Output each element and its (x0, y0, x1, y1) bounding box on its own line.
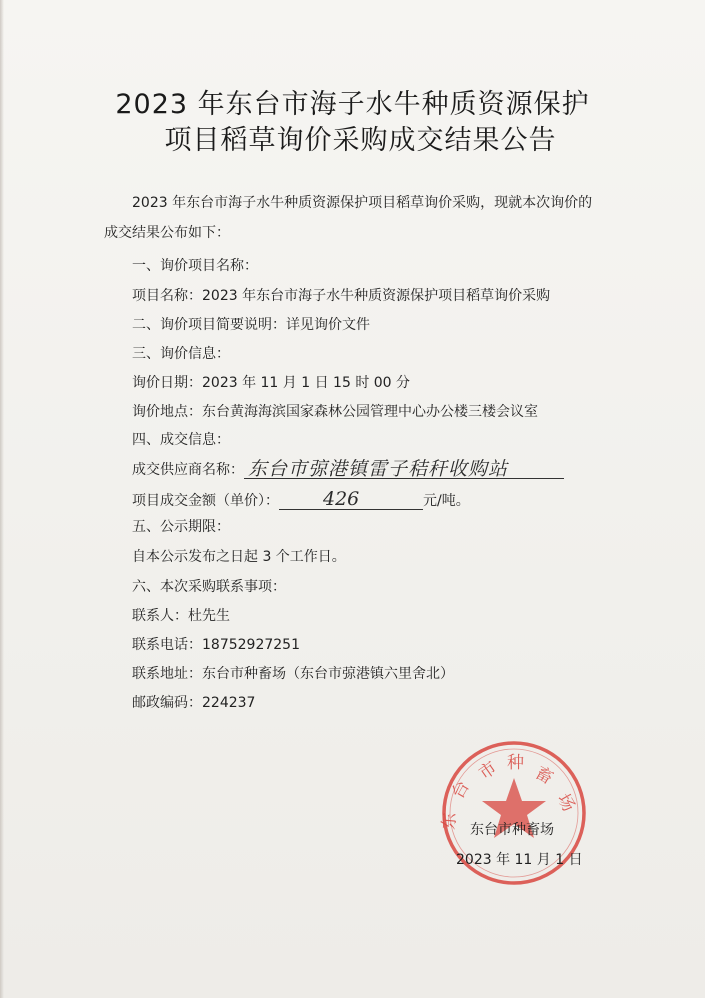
project-name: 项目名称：2023 年东台市海子水牛种质资源保护项目稻草询价采购 (132, 288, 551, 304)
supplier-handwritten-value: 东台市弶港镇雷子秸秆收购站 (248, 458, 509, 480)
intro-line-2: 成交结果公布如下： (104, 225, 230, 241)
scan-edge (0, 0, 4, 998)
supplier-underline (244, 456, 564, 479)
contact-address: 联系地址：东台市种畜场（东台市弶港镇六里舍北） (132, 666, 454, 682)
contact-person: 联系人：杜先生 (132, 608, 230, 624)
section-4-heading: 四、成交信息： (132, 432, 230, 448)
signature-org: 东台市种畜场 (470, 822, 554, 838)
amount-handwritten-value: 426 (323, 488, 360, 510)
amount-unit: 元/吨。 (423, 493, 470, 509)
intro-line-1: 2023 年东台市海子水牛种质资源保护项目稻草询价采购，现就本次询价的 (132, 195, 593, 211)
section-1-heading: 一、询价项目名称： (132, 258, 258, 274)
supplier-row (132, 456, 564, 479)
title-line-1: 2023 年东台市海子水牛种质资源保护 (115, 89, 590, 120)
amount-label: 项目成交金额（单价）： (132, 493, 279, 509)
amount-row (132, 487, 470, 510)
svg-text:场: 场 (552, 790, 579, 816)
svg-text:东: 东 (439, 811, 461, 831)
postal-code: 邮政编码：224237 (132, 695, 256, 711)
svg-text:台: 台 (448, 777, 474, 803)
title-line-2: 项目稻草询价采购成交结果公告 (164, 125, 557, 156)
section-3-heading: 三、询价信息： (132, 346, 230, 362)
notice-period: 自本公示发布之日起 3 个工作日。 (132, 549, 346, 565)
signature-date: 2023 年 11 月 1 日 (456, 852, 583, 868)
contact-phone: 联系电话：18752927251 (132, 637, 300, 653)
inquiry-date: 询价日期：2023 年 11 月 1 日 15 时 00 分 (132, 375, 411, 391)
supplier-label: 成交供应商名称： (132, 462, 244, 478)
svg-text:畜: 畜 (531, 763, 557, 789)
section-5-heading: 五、公示期限： (132, 519, 230, 535)
svg-text:种: 种 (507, 753, 524, 773)
section-6-heading: 六、本次采购联系事项： (132, 579, 286, 595)
svg-text:市: 市 (475, 757, 501, 785)
section-2-heading: 二、询价项目简要说明：详见询价文件 (132, 317, 370, 333)
inquiry-location: 询价地点：东台黄海海滨国家森林公园管理中心办公楼三楼会议室 (132, 404, 538, 420)
amount-underline (279, 487, 423, 510)
